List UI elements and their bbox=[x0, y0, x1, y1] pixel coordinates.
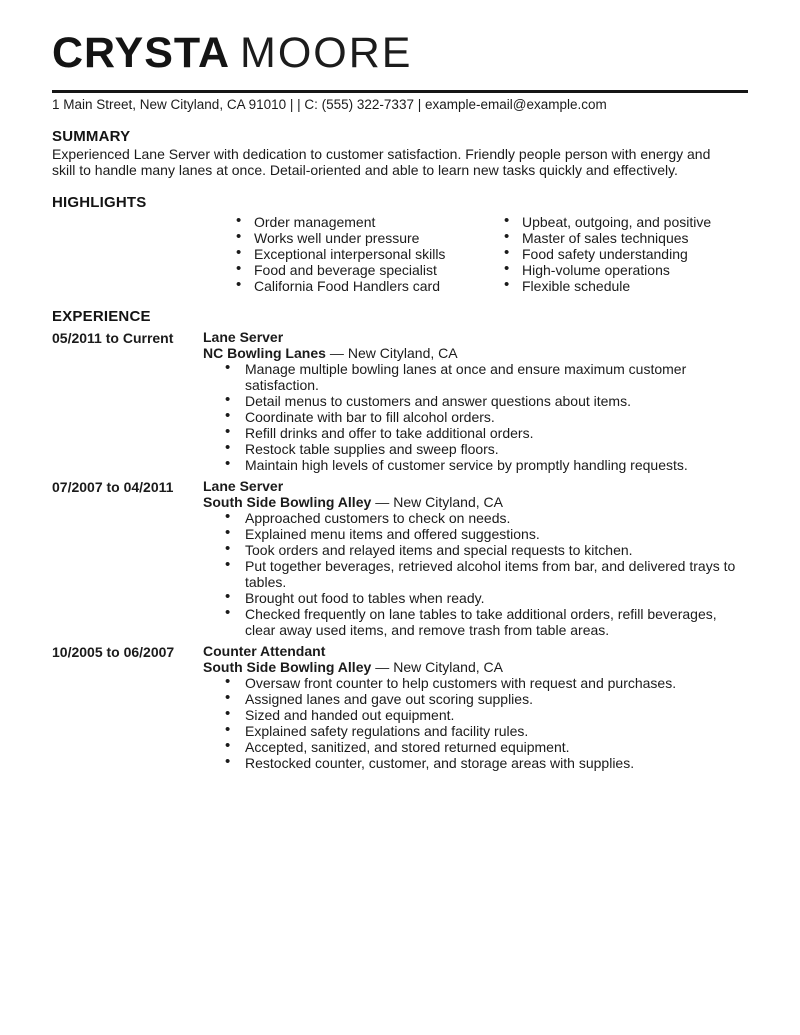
highlight-item: • Food safety understanding bbox=[500, 246, 748, 262]
job-location: New Cityland, CA bbox=[393, 659, 503, 676]
job-location: New Cityland, CA bbox=[347, 345, 458, 362]
job-company-line bbox=[203, 345, 748, 361]
company-location-separator: — bbox=[329, 345, 344, 362]
highlight-item: • Master of sales techniques bbox=[500, 230, 748, 246]
experience-entry bbox=[52, 329, 748, 473]
highlight-item: • Upbeat, outgoing, and positive bbox=[500, 214, 748, 230]
job-title: Lane Server bbox=[203, 329, 284, 346]
job-dates: 05/2011 to Current bbox=[52, 330, 174, 347]
bullet-item: • Maintain high levels of customer service by promptly handling requests. bbox=[221, 457, 748, 473]
job-company-line bbox=[203, 494, 748, 510]
job-company-line bbox=[203, 659, 748, 675]
job-company: South Side Bowling Alley bbox=[203, 494, 372, 511]
highlight-item: • Order management bbox=[232, 214, 500, 230]
bullet-item: • Manage multiple bowling lanes at once and ensure maximum customer satisfaction. bbox=[221, 361, 748, 393]
job-location: New Cityland, CA bbox=[393, 494, 503, 511]
highlight-item: • Food and beverage specialist bbox=[232, 262, 500, 278]
company-location-separator: — bbox=[375, 494, 390, 511]
candidate-name bbox=[52, 30, 748, 86]
job-info bbox=[203, 643, 748, 771]
summary-heading: SUMMARY bbox=[52, 128, 131, 145]
job-bullet-list bbox=[221, 510, 748, 638]
bullet-item: • Refill drinks and offer to take additional orders. bbox=[221, 425, 748, 441]
highlight-item: • California Food Handlers card bbox=[232, 278, 500, 294]
job-info bbox=[203, 478, 748, 638]
bullet-item: • Put together beverages, retrieved alcohol items from bar, and delivered trays to tables. bbox=[221, 558, 748, 590]
highlight-item: • Works well under pressure bbox=[232, 230, 500, 246]
bullet-item: • Detail menus to customers and answer questions about items. bbox=[221, 393, 748, 409]
bullet-item: • Accepted, sanitized, and stored returned equipment. bbox=[221, 739, 748, 755]
bullet-item: • Brought out food to tables when ready. bbox=[221, 590, 748, 606]
highlight-item: • Flexible schedule bbox=[500, 278, 748, 294]
highlights-heading: HIGHLIGHTS bbox=[52, 194, 147, 212]
job-company: NC Bowling Lanes bbox=[203, 345, 326, 362]
experience-entry bbox=[52, 478, 748, 638]
header-divider bbox=[52, 90, 748, 93]
bullet-item: • Checked frequently on lane tables to take additional orders, refill beverages, clear away used items, and remove trash from table areas. bbox=[221, 606, 748, 638]
job-bullet-list bbox=[221, 361, 748, 473]
candidate-last-name: MOORE bbox=[240, 29, 413, 77]
experience-entry bbox=[52, 643, 748, 771]
summary-text: Experienced Lane Server with dedication to customer satisfaction. Friendly people person with energy and skill to handle many lanes at once. Detail-oriented and able to learn new tasks quickly and effectively. bbox=[52, 146, 711, 178]
bullet-item: • Explained safety regulations and facility rules. bbox=[221, 723, 748, 739]
bullet-item: • Assigned lanes and gave out scoring supplies. bbox=[221, 691, 748, 707]
job-title: Counter Attendant bbox=[203, 643, 326, 660]
job-company: South Side Bowling Alley bbox=[203, 659, 372, 676]
bullet-item: • Restock table supplies and sweep floors. bbox=[221, 441, 748, 457]
contact-line: 1 Main Street, New Cityland, CA 91010 | | C: (555) 322-7337 | example-email@example.com bbox=[52, 97, 607, 112]
bullet-item: • Sized and handed out equipment. bbox=[221, 707, 748, 723]
bullet-item: • Oversaw front counter to help customers with request and purchases. bbox=[221, 675, 748, 691]
job-dates: 07/2007 to 04/2011 bbox=[52, 479, 174, 496]
job-bullet-list bbox=[221, 675, 748, 771]
highlight-item: • High-volume operations bbox=[500, 262, 748, 278]
job-dates: 10/2005 to 06/2007 bbox=[52, 644, 175, 661]
highlights-columns bbox=[232, 214, 748, 294]
bullet-item: • Restocked counter, customer, and storage areas with supplies. bbox=[221, 755, 748, 771]
bullet-item: • Coordinate with bar to fill alcohol orders. bbox=[221, 409, 748, 425]
bullet-item: • Took orders and relayed items and special requests to kitchen. bbox=[221, 542, 748, 558]
highlights-right-column bbox=[500, 214, 748, 294]
candidate-first-name: CRYSTA bbox=[52, 29, 230, 77]
highlights-left-column bbox=[232, 214, 500, 294]
company-location-separator: — bbox=[375, 659, 390, 676]
job-title: Lane Server bbox=[203, 478, 284, 495]
highlight-item: • Exceptional interpersonal skills bbox=[232, 246, 500, 262]
job-info bbox=[203, 329, 748, 473]
bullet-item: • Explained menu items and offered suggestions. bbox=[221, 526, 748, 542]
bullet-item: • Approached customers to check on needs. bbox=[221, 510, 748, 526]
experience-heading: EXPERIENCE bbox=[52, 308, 151, 326]
